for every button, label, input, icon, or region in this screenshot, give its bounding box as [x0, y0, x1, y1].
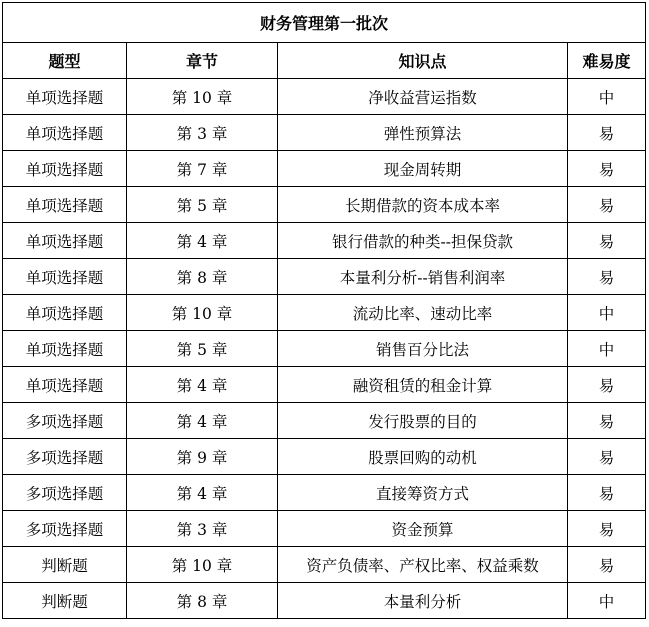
- cell-difficulty: 中: [568, 331, 646, 367]
- header-chapter: 章节: [127, 43, 278, 79]
- cell-chapter: 第 4 章: [127, 367, 278, 403]
- cell-question-type: 单项选择题: [3, 151, 127, 187]
- table-row: [3, 367, 646, 403]
- cell-difficulty: 易: [568, 151, 646, 187]
- table-row: [3, 115, 646, 151]
- cell-chapter: 第 4 章: [127, 403, 278, 439]
- cell-knowledge-point: 融资租赁的租金计算: [278, 367, 568, 403]
- cell-difficulty: 易: [568, 403, 646, 439]
- cell-chapter: 第 9 章: [127, 439, 278, 475]
- cell-difficulty: 易: [568, 367, 646, 403]
- cell-difficulty: 易: [568, 223, 646, 259]
- cell-difficulty: 中: [568, 79, 646, 115]
- cell-knowledge-point: 直接筹资方式: [278, 475, 568, 511]
- table-header-row: [3, 43, 646, 79]
- cell-question-type: 单项选择题: [3, 79, 127, 115]
- cell-difficulty: 易: [568, 259, 646, 295]
- cell-question-type: 多项选择题: [3, 475, 127, 511]
- cell-question-type: 单项选择题: [3, 187, 127, 223]
- header-difficulty: 难易度: [568, 43, 646, 79]
- cell-question-type: 判断题: [3, 583, 127, 619]
- table-row: [3, 475, 646, 511]
- table-row: [3, 547, 646, 583]
- table-row: [3, 583, 646, 619]
- table-row: [3, 187, 646, 223]
- cell-knowledge-point: 净收益营运指数: [278, 79, 568, 115]
- cell-chapter: 第 7 章: [127, 151, 278, 187]
- cell-knowledge-point: 流动比率、速动比率: [278, 295, 568, 331]
- cell-knowledge-point: 资金预算: [278, 511, 568, 547]
- header-type: 题型: [3, 43, 127, 79]
- cell-question-type: 多项选择题: [3, 403, 127, 439]
- cell-difficulty: 易: [568, 511, 646, 547]
- cell-knowledge-point: 银行借款的种类--担保贷款: [278, 223, 568, 259]
- cell-question-type: 多项选择题: [3, 511, 127, 547]
- cell-knowledge-point: 销售百分比法: [278, 331, 568, 367]
- cell-difficulty: 易: [568, 547, 646, 583]
- cell-difficulty: 易: [568, 115, 646, 151]
- cell-knowledge-point: 弹性预算法: [278, 115, 568, 151]
- header-knowledge-point: 知识点: [278, 43, 568, 79]
- cell-question-type: 单项选择题: [3, 223, 127, 259]
- cell-question-type: 判断题: [3, 547, 127, 583]
- cell-difficulty: 易: [568, 439, 646, 475]
- cell-chapter: 第 5 章: [127, 187, 278, 223]
- cell-knowledge-point: 发行股票的目的: [278, 403, 568, 439]
- cell-chapter: 第 4 章: [127, 475, 278, 511]
- table-row: [3, 259, 646, 295]
- table-row: [3, 403, 646, 439]
- cell-difficulty: 易: [568, 475, 646, 511]
- cell-chapter: 第 5 章: [127, 331, 278, 367]
- table-row: [3, 151, 646, 187]
- table-row: [3, 511, 646, 547]
- cell-chapter: 第 10 章: [127, 547, 278, 583]
- cell-chapter: 第 10 章: [127, 295, 278, 331]
- table-row: [3, 295, 646, 331]
- cell-question-type: 单项选择题: [3, 367, 127, 403]
- cell-chapter: 第 3 章: [127, 115, 278, 151]
- cell-question-type: 多项选择题: [3, 439, 127, 475]
- cell-difficulty: 中: [568, 295, 646, 331]
- table-row: [3, 223, 646, 259]
- cell-question-type: 单项选择题: [3, 295, 127, 331]
- cell-chapter: 第 8 章: [127, 259, 278, 295]
- cell-difficulty: 易: [568, 187, 646, 223]
- table-title-row: [3, 3, 646, 43]
- cell-chapter: 第 4 章: [127, 223, 278, 259]
- cell-knowledge-point: 长期借款的资本成本率: [278, 187, 568, 223]
- cell-chapter: 第 3 章: [127, 511, 278, 547]
- cell-chapter: 第 8 章: [127, 583, 278, 619]
- cell-difficulty: 中: [568, 583, 646, 619]
- cell-knowledge-point: 现金周转期: [278, 151, 568, 187]
- cell-knowledge-point: 本量利分析--销售利润率: [278, 259, 568, 295]
- table-row: [3, 331, 646, 367]
- cell-chapter: 第 10 章: [127, 79, 278, 115]
- cell-question-type: 单项选择题: [3, 115, 127, 151]
- cell-knowledge-point: 本量利分析: [278, 583, 568, 619]
- cell-knowledge-point: 股票回购的动机: [278, 439, 568, 475]
- table-row: [3, 79, 646, 115]
- question-table: [2, 2, 646, 619]
- table-row: [3, 439, 646, 475]
- cell-question-type: 单项选择题: [3, 259, 127, 295]
- cell-question-type: 单项选择题: [3, 331, 127, 367]
- table-title: 财务管理第一批次: [3, 3, 646, 43]
- cell-knowledge-point: 资产负债率、产权比率、权益乘数: [278, 547, 568, 583]
